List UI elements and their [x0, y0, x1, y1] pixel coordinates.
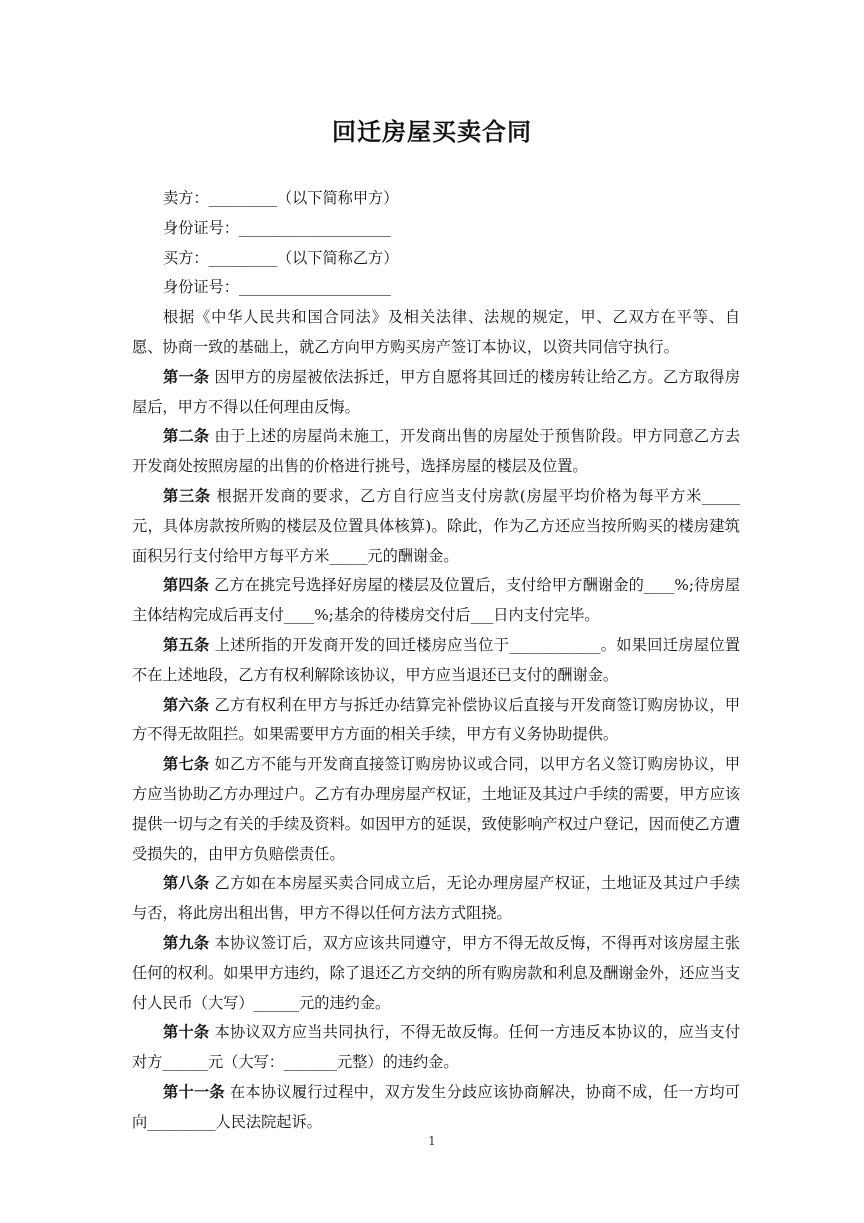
- article-label: 第五条: [163, 635, 210, 654]
- article-9: [132, 929, 740, 1018]
- article-10: [132, 1018, 740, 1078]
- article-text: 如乙方不能与开发商直接签订购房协议或合同，以甲方名义签订购房协议，甲方应当协助乙方办理过户。乙方有办理房屋产权证，土地证及其过户手续的需要，甲方应该提供一切与之有关的手续及资料。如因甲方的延误，致使影响产权过户登记，因而使乙方遭受损失的，由甲方负赔偿责任。: [132, 755, 741, 863]
- article-label: 第九条: [163, 933, 210, 952]
- article-label: 第十一条: [163, 1082, 225, 1101]
- article-text: 由于上述的房屋尚未施工，开发商出售的房屋处于预售阶段。甲方同意乙方去开发商处按照房屋的出售的价格进行挑号，选择房屋的楼层及位置。: [132, 427, 741, 476]
- article-5: [132, 631, 740, 691]
- article-text: 因甲方的房屋被依法拆迁，甲方自愿将其回迁的楼房转让给乙方。乙方取得房屋后，甲方不得以任何理由反悔。: [132, 367, 741, 416]
- article-2: [132, 422, 740, 482]
- seller-id-line: 身份证号：____________________: [163, 218, 391, 237]
- article-text: 乙方在挑完号选择好房屋的楼层及位置后，支付给甲方酬谢金的____%;待房屋主体结构完成后再支付____%;基余的待楼房交付后___日内支付完毕。: [132, 576, 741, 625]
- seller-line: 卖方：_________（以下简称甲方）: [163, 189, 399, 207]
- article-6: [132, 691, 740, 751]
- article-label: 第七条: [163, 755, 210, 774]
- article-text: 上述所指的开发商开发的回迁楼房应当位于____________。如果回迁房屋位置不在上述地段，乙方有权利解除该协议，甲方应当退还已支付的酬谢金。: [132, 635, 741, 684]
- article-text: 本协议双方应当共同执行，不得无故反悔。任何一方违反本协议的，应当支付对方______元（大写：_______元整）的违约金。: [132, 1023, 741, 1072]
- article-label: 第二条: [163, 427, 210, 446]
- article-label: 第一条: [163, 367, 210, 386]
- article-label: 第六条: [163, 695, 210, 714]
- article-text: 根据开发商的要求，乙方自行应当支付房款(房屋平均价格为每平方米_____元，具体房款按所购的楼层及位置具体核算)。除此，作为乙方还应当按所购买的楼房建筑面积另行支付给甲方每平方米_____元的酬谢金。: [132, 486, 741, 565]
- contract-body: [132, 184, 740, 1138]
- article-text: 本协议签订后，双方应该共同遵守，甲方不得无故反悔，不得再对该房屋主张任何的权利。如果甲方违约，除了退还乙方交纳的所有购房款和利息及酬谢金外，还应当支付人民币（大写）______元的违约金。: [132, 933, 741, 1012]
- article-4: [132, 571, 740, 631]
- article-3: [132, 482, 740, 571]
- article-text: 在本协议履行过程中，双方发生分歧应该协商解决，协商不成，任一方均可向_________人民法院起诉。: [132, 1082, 741, 1131]
- article-text: 乙方有权利在甲方与拆迁办结算完补偿协议后直接与开发商签订购房协议，甲方不得无故阻拦。如果需要甲方方面的相关手续，甲方有义务协助提供。: [132, 695, 741, 744]
- article-1: [132, 363, 740, 423]
- buyer-line: 买方：_________（以下简称乙方）: [163, 248, 399, 267]
- buyer-id-line: 身份证号：____________________: [163, 278, 391, 297]
- document-title: 回迁房屋买卖合同: [332, 118, 532, 146]
- article-11: [132, 1078, 740, 1138]
- page-number: 1: [428, 1134, 436, 1148]
- article-label: 第八条: [163, 874, 210, 893]
- preamble-paragraph: 根据《中华人民共和国合同法》及相关法律、法规的规定，甲、乙双方在平等、自愿、协商一致的基础上，就乙方向甲方购买房产签订本协议，以资共同信守执行。: [132, 308, 740, 356]
- article-label: 第三条: [163, 486, 211, 505]
- article-text: 乙方如在本房屋买卖合同成立后，无论办理房屋产权证，土地证及其过户手续与否，将此房出租出售，甲方不得以任何方法方式阻挠。: [132, 874, 741, 923]
- article-label: 第十条: [163, 1023, 210, 1042]
- article-8: [132, 869, 740, 929]
- article-label: 第四条: [163, 576, 210, 595]
- article-7: [132, 750, 740, 869]
